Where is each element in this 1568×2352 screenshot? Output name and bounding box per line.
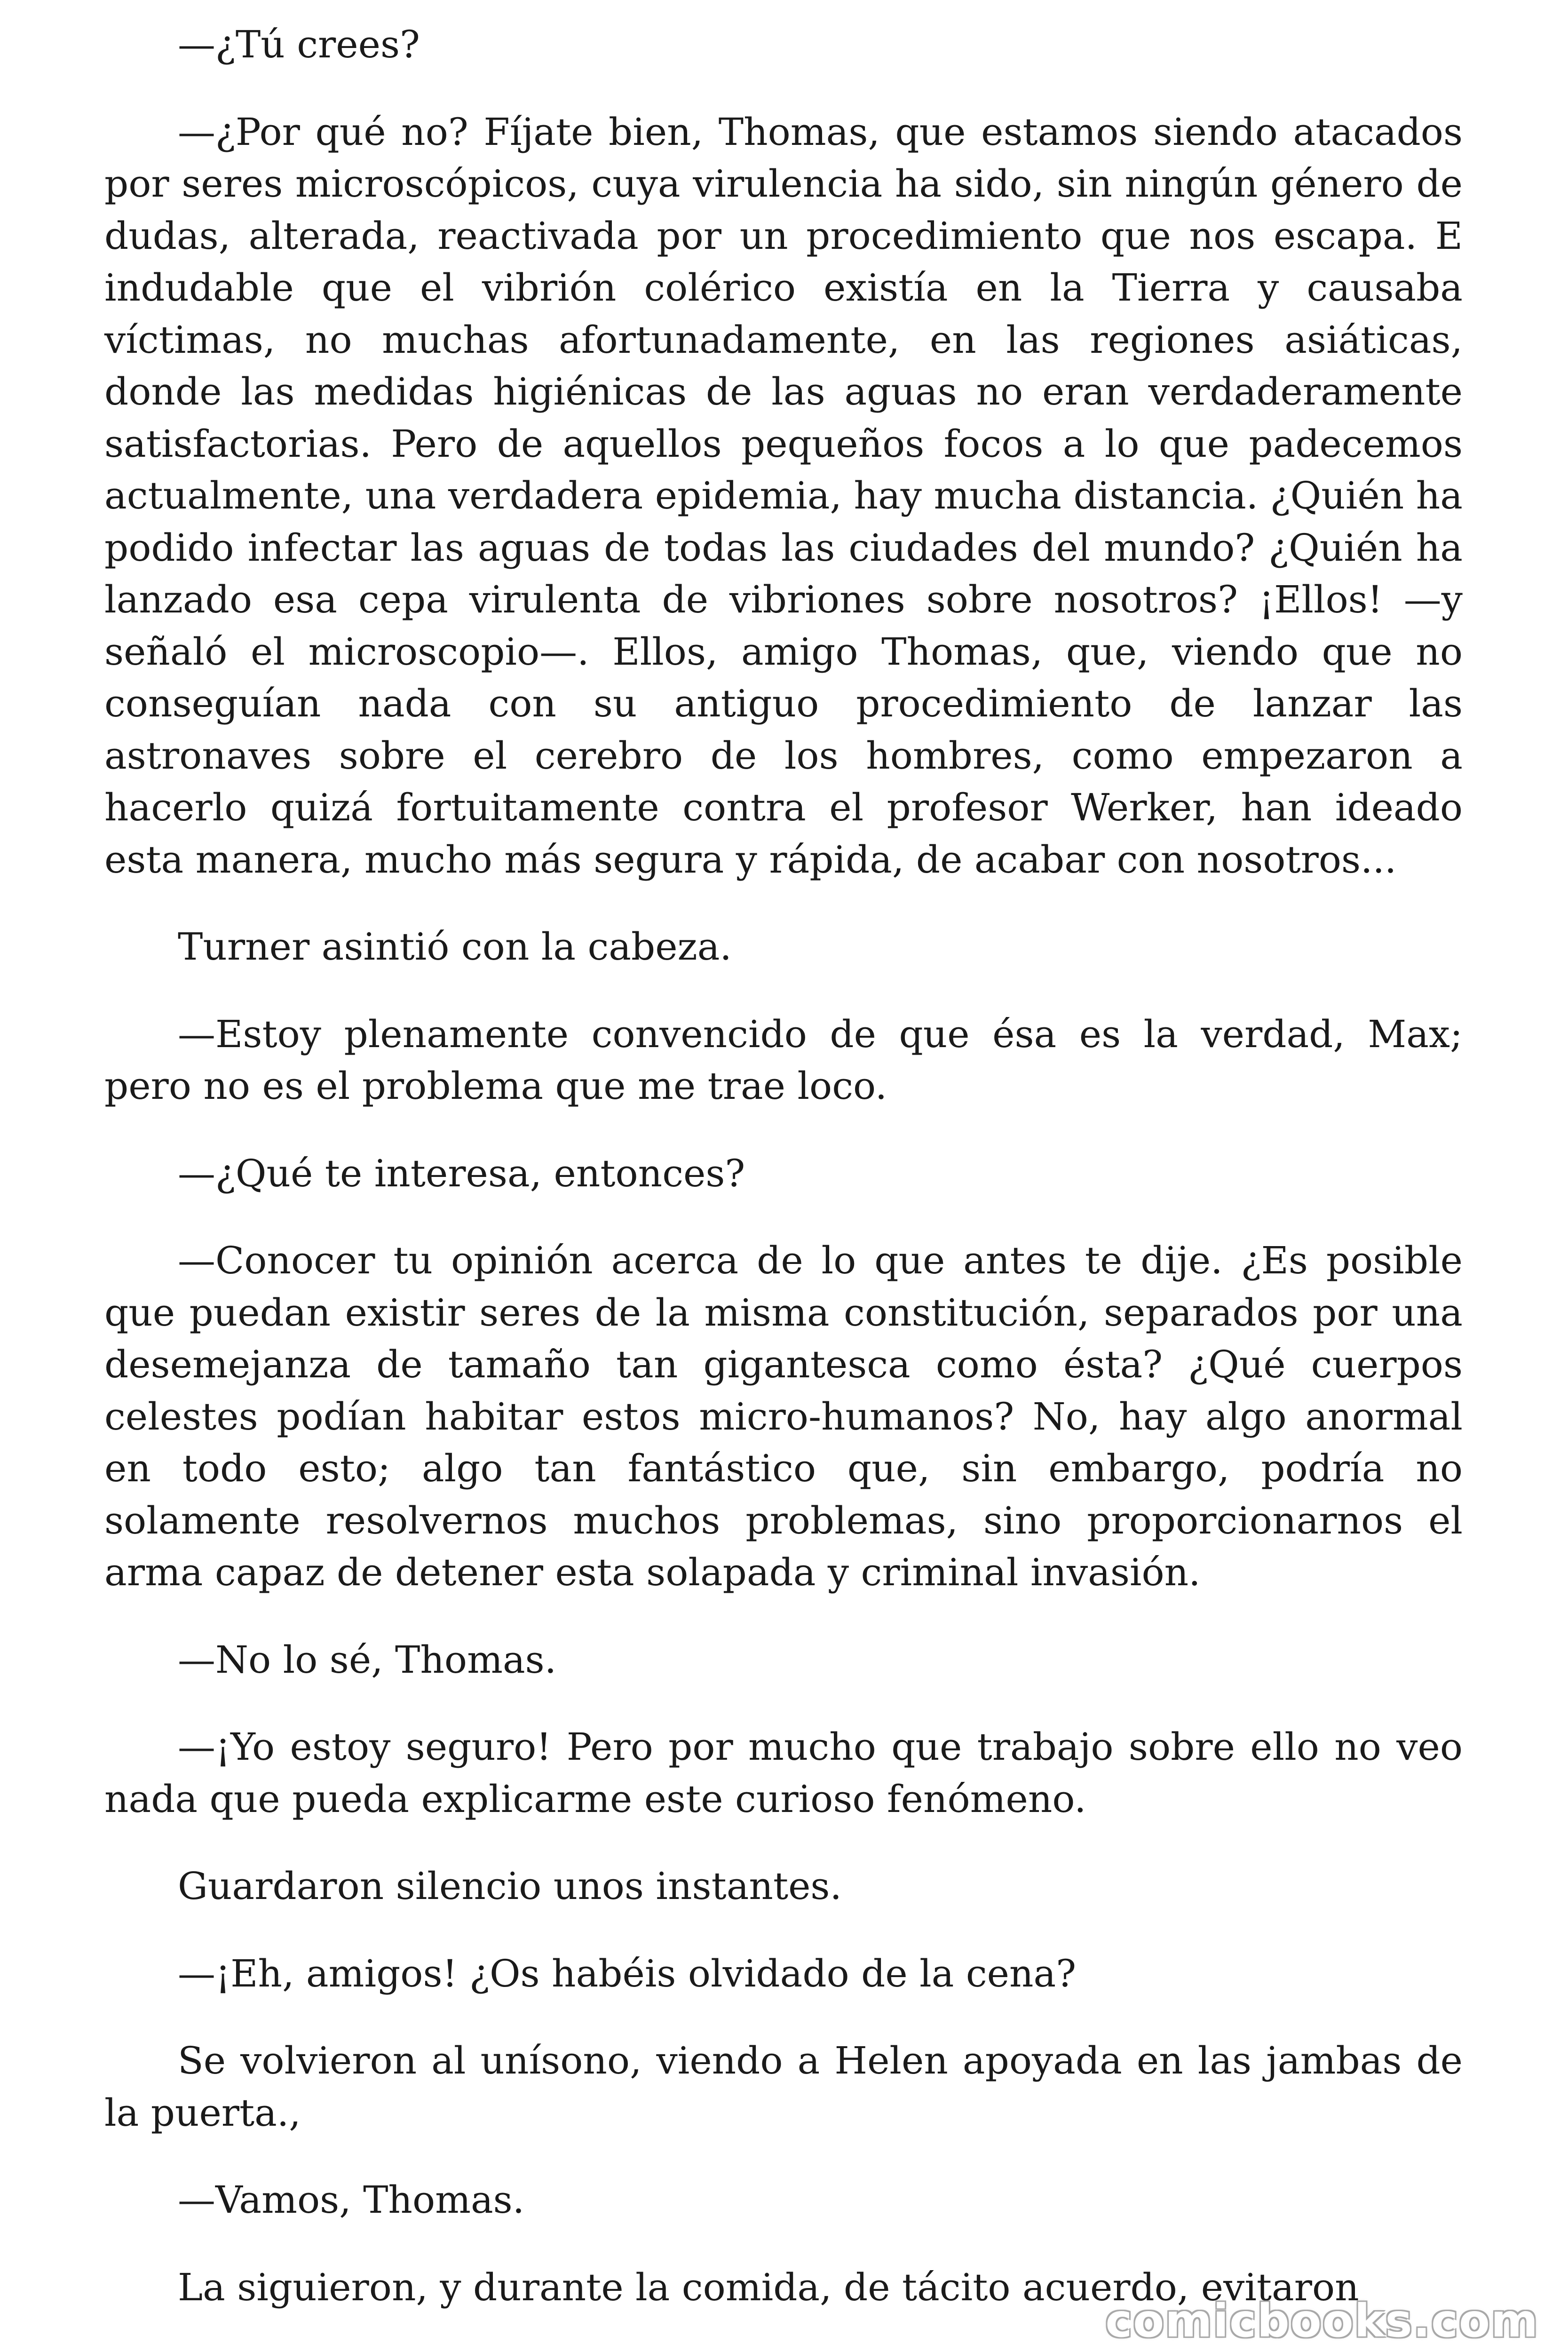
paragraph-10: —¡Eh, amigos! ¿Os habéis olvidado de la cena? bbox=[178, 1951, 1077, 1995]
paragraph-1: —¿Tú crees? bbox=[178, 23, 420, 66]
paragraph-11: Se volvieron al unísono, viendo a Helen apoyada en las jambas de la puerta., bbox=[104, 2039, 1463, 2135]
text-column bbox=[104, 19, 1463, 2349]
paragraph-3: Turner asintió con la cabeza. bbox=[178, 925, 732, 969]
paragraph-9: Guardaron silencio unos instantes. bbox=[178, 1864, 842, 1908]
paragraph-4: —Estoy plenamente convencido de que ésa es la verdad, Max; pero no es el problema que me trae loco. bbox=[104, 1012, 1463, 1108]
watermark: comicbooks.com bbox=[1105, 2295, 1539, 2347]
paragraph-5: —¿Qué te interesa, entonces? bbox=[178, 1151, 745, 1195]
paragraph-8: —¡Yo estoy seguro! Pero por mucho que trabajo sobre ello no veo nada que pueda explicarme este curioso fenómeno. bbox=[104, 1725, 1463, 1821]
paragraph-2: —¿Por qué no? Fíjate bien, Thomas, que estamos siendo atacados por seres microscópicos, cuya virulencia ha sido, sin ningún género de dudas, alterada, reactivada por un procedimiento que nos escapa. E indudable que el vibrión colérico existía en la Tierra y causaba víctimas, no muchas afortunadamente, en las regiones asiáticas, donde las medidas higiénicas de las aguas no eran verdaderamente satisfactorias. Pero de aquellos pequeños focos a lo que padecemos actualmente, una verdadera epidemia, hay mucha distancia. ¿Quién ha podido infectar las aguas de todas las ciudades del mundo? ¿Quién ha lanzado esa cepa virulenta de vibriones sobre nosotros? ¡Ellos! —y señaló el microscopio—. Ellos, amigo Thomas, que, viendo que no conseguían nada con su antiguo procedimiento de lanzar las astronaves sobre el cerebro de los hombres, como empezaron a hacerlo quizá fortuitamente contra el profesor Werker, han ideado esta manera, mucho más segura y rápida, de acabar con nosotros... bbox=[104, 110, 1463, 882]
paragraph-6: —Conocer tu opinión acerca de lo que antes te dije. ¿Es posible que puedan existir seres de la misma constitución, separados por una desemejanza de tamaño tan gigantesca como ésta? ¿Qué cuerpos celestes podían habitar estos micro-humanos? No, hay algo anormal en todo esto; algo tan fantástico que, sin embargo, podría no solamente resolvernos muchos problemas, sino proporcionarnos el arma capaz de detener esta solapada y criminal invasión. bbox=[104, 1239, 1463, 1594]
paragraph-13: La siguieron, y durante la comida, de tácito acuerdo, evitaron bbox=[178, 2265, 1359, 2309]
paragraph-7: —No lo sé, Thomas. bbox=[178, 1637, 557, 1682]
paragraph-12: —Vamos, Thomas. bbox=[178, 2178, 525, 2222]
